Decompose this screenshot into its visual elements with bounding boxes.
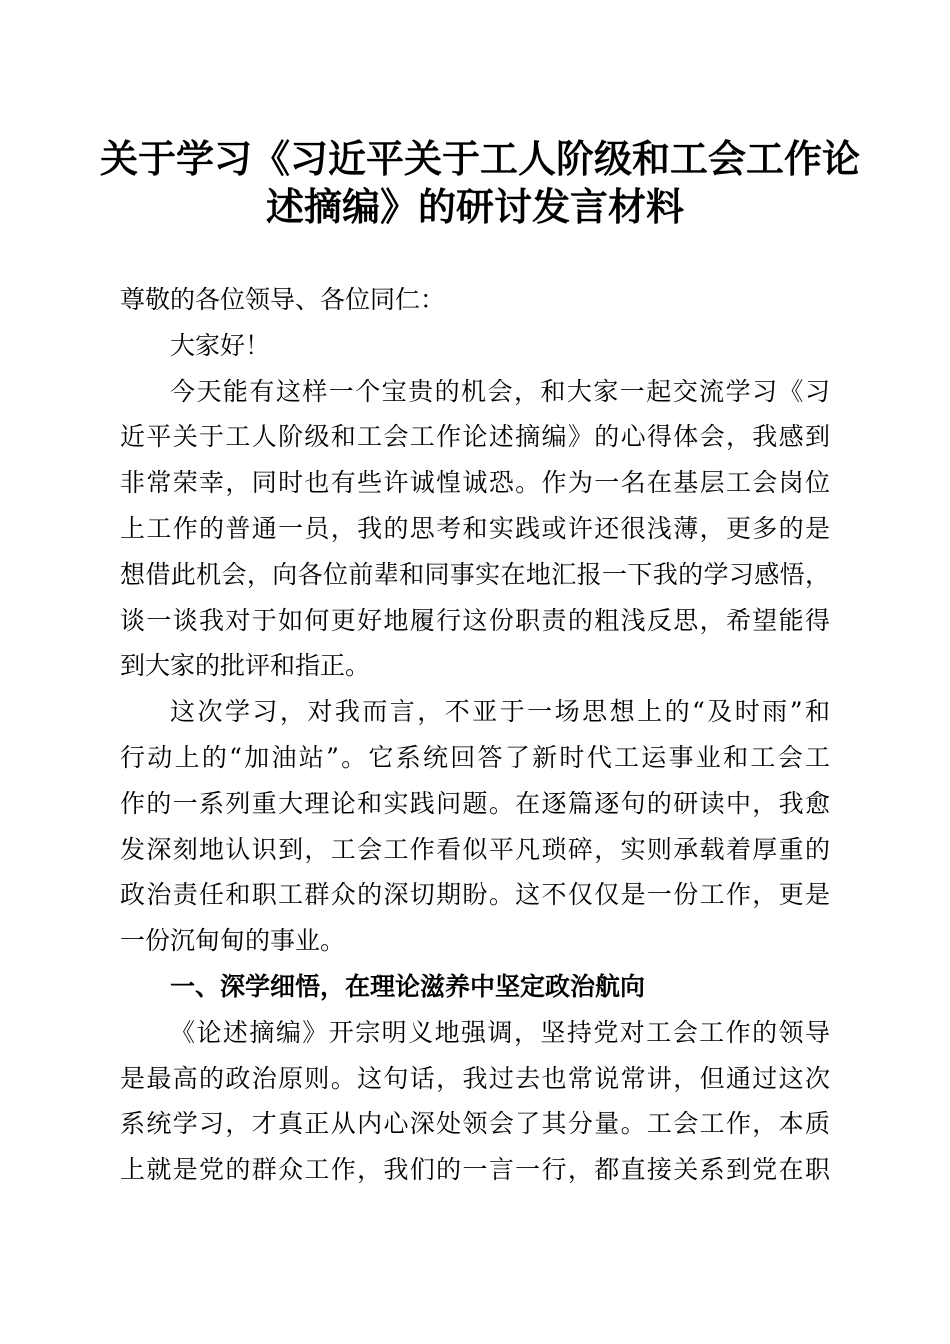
paragraph-2-line: 行动上的“加油站”。它系统回答了新时代工运事业和工会工 [120, 742, 830, 772]
paragraph-2-line: 作的一系列重大理论和实践问题。在逐篇逐句的研读中，我愈 [120, 788, 830, 818]
paragraph-1-line: 谈一谈我对于如何更好地履行这份职责的粗浅反思，希望能得 [120, 605, 830, 635]
paragraph-2-line: 这次学习，对我而言，不亚于一场思想上的“及时雨”和 [170, 697, 830, 727]
document-title-line-1: 关于学习《习近平关于工人阶级和工会工作论 [100, 136, 861, 181]
paragraph-2-line: 一份沉甸甸的事业。 [120, 926, 346, 956]
paragraph-2-line: 发深刻地认识到，工会工作看似平凡琐碎，实则承载着厚重的 [120, 834, 830, 864]
paragraph-1-line: 到大家的批评和指正。 [120, 651, 371, 681]
paragraph-1-line: 近平关于工人阶级和工会工作论述摘编》的心得体会，我感到 [120, 422, 830, 452]
paragraph-3-line: 上就是党的群众工作，我们的一言一行，都直接关系到党在职 [120, 1155, 830, 1185]
document-body [120, 277, 830, 1193]
paragraph-1-line: 想借此机会，向各位前辈和同事实在地汇报一下我的学习感悟， [120, 559, 830, 589]
paragraph-3-line: 是最高的政治原则。这句话，我过去也常说常讲，但通过这次 [120, 1063, 830, 1093]
paragraph-1-line: 非常荣幸，同时也有些许诚惶诚恐。作为一名在基层工会岗位 [120, 468, 830, 498]
paragraph-3-line: 《论述摘编》开宗明义地强调，坚持党对工会工作的领导 [170, 1017, 830, 1047]
paragraph-1-line: 上工作的普通一员，我的思考和实践或许还很浅薄，更多的是 [120, 513, 830, 543]
salutation: 尊敬的各位领导、各位同仁： [120, 285, 446, 314]
document-title-line-2: 述摘编》的研讨发言材料 [265, 184, 684, 229]
paragraph-1-line: 今天能有这样一个宝贵的机会，和大家一起交流学习《习 [170, 376, 830, 406]
greeting: 大家好！ [170, 330, 271, 360]
paragraph-3-line: 系统学习，才真正从内心深处领会了其分量。工会工作，本质 [120, 1109, 830, 1139]
paragraph-2-line: 政治责任和职工群众的深切期盼。这不仅仅是一份工作，更是 [120, 880, 830, 910]
section-heading-1: 一、深学细悟，在理论滋养中坚定政治航向 [170, 971, 646, 1001]
